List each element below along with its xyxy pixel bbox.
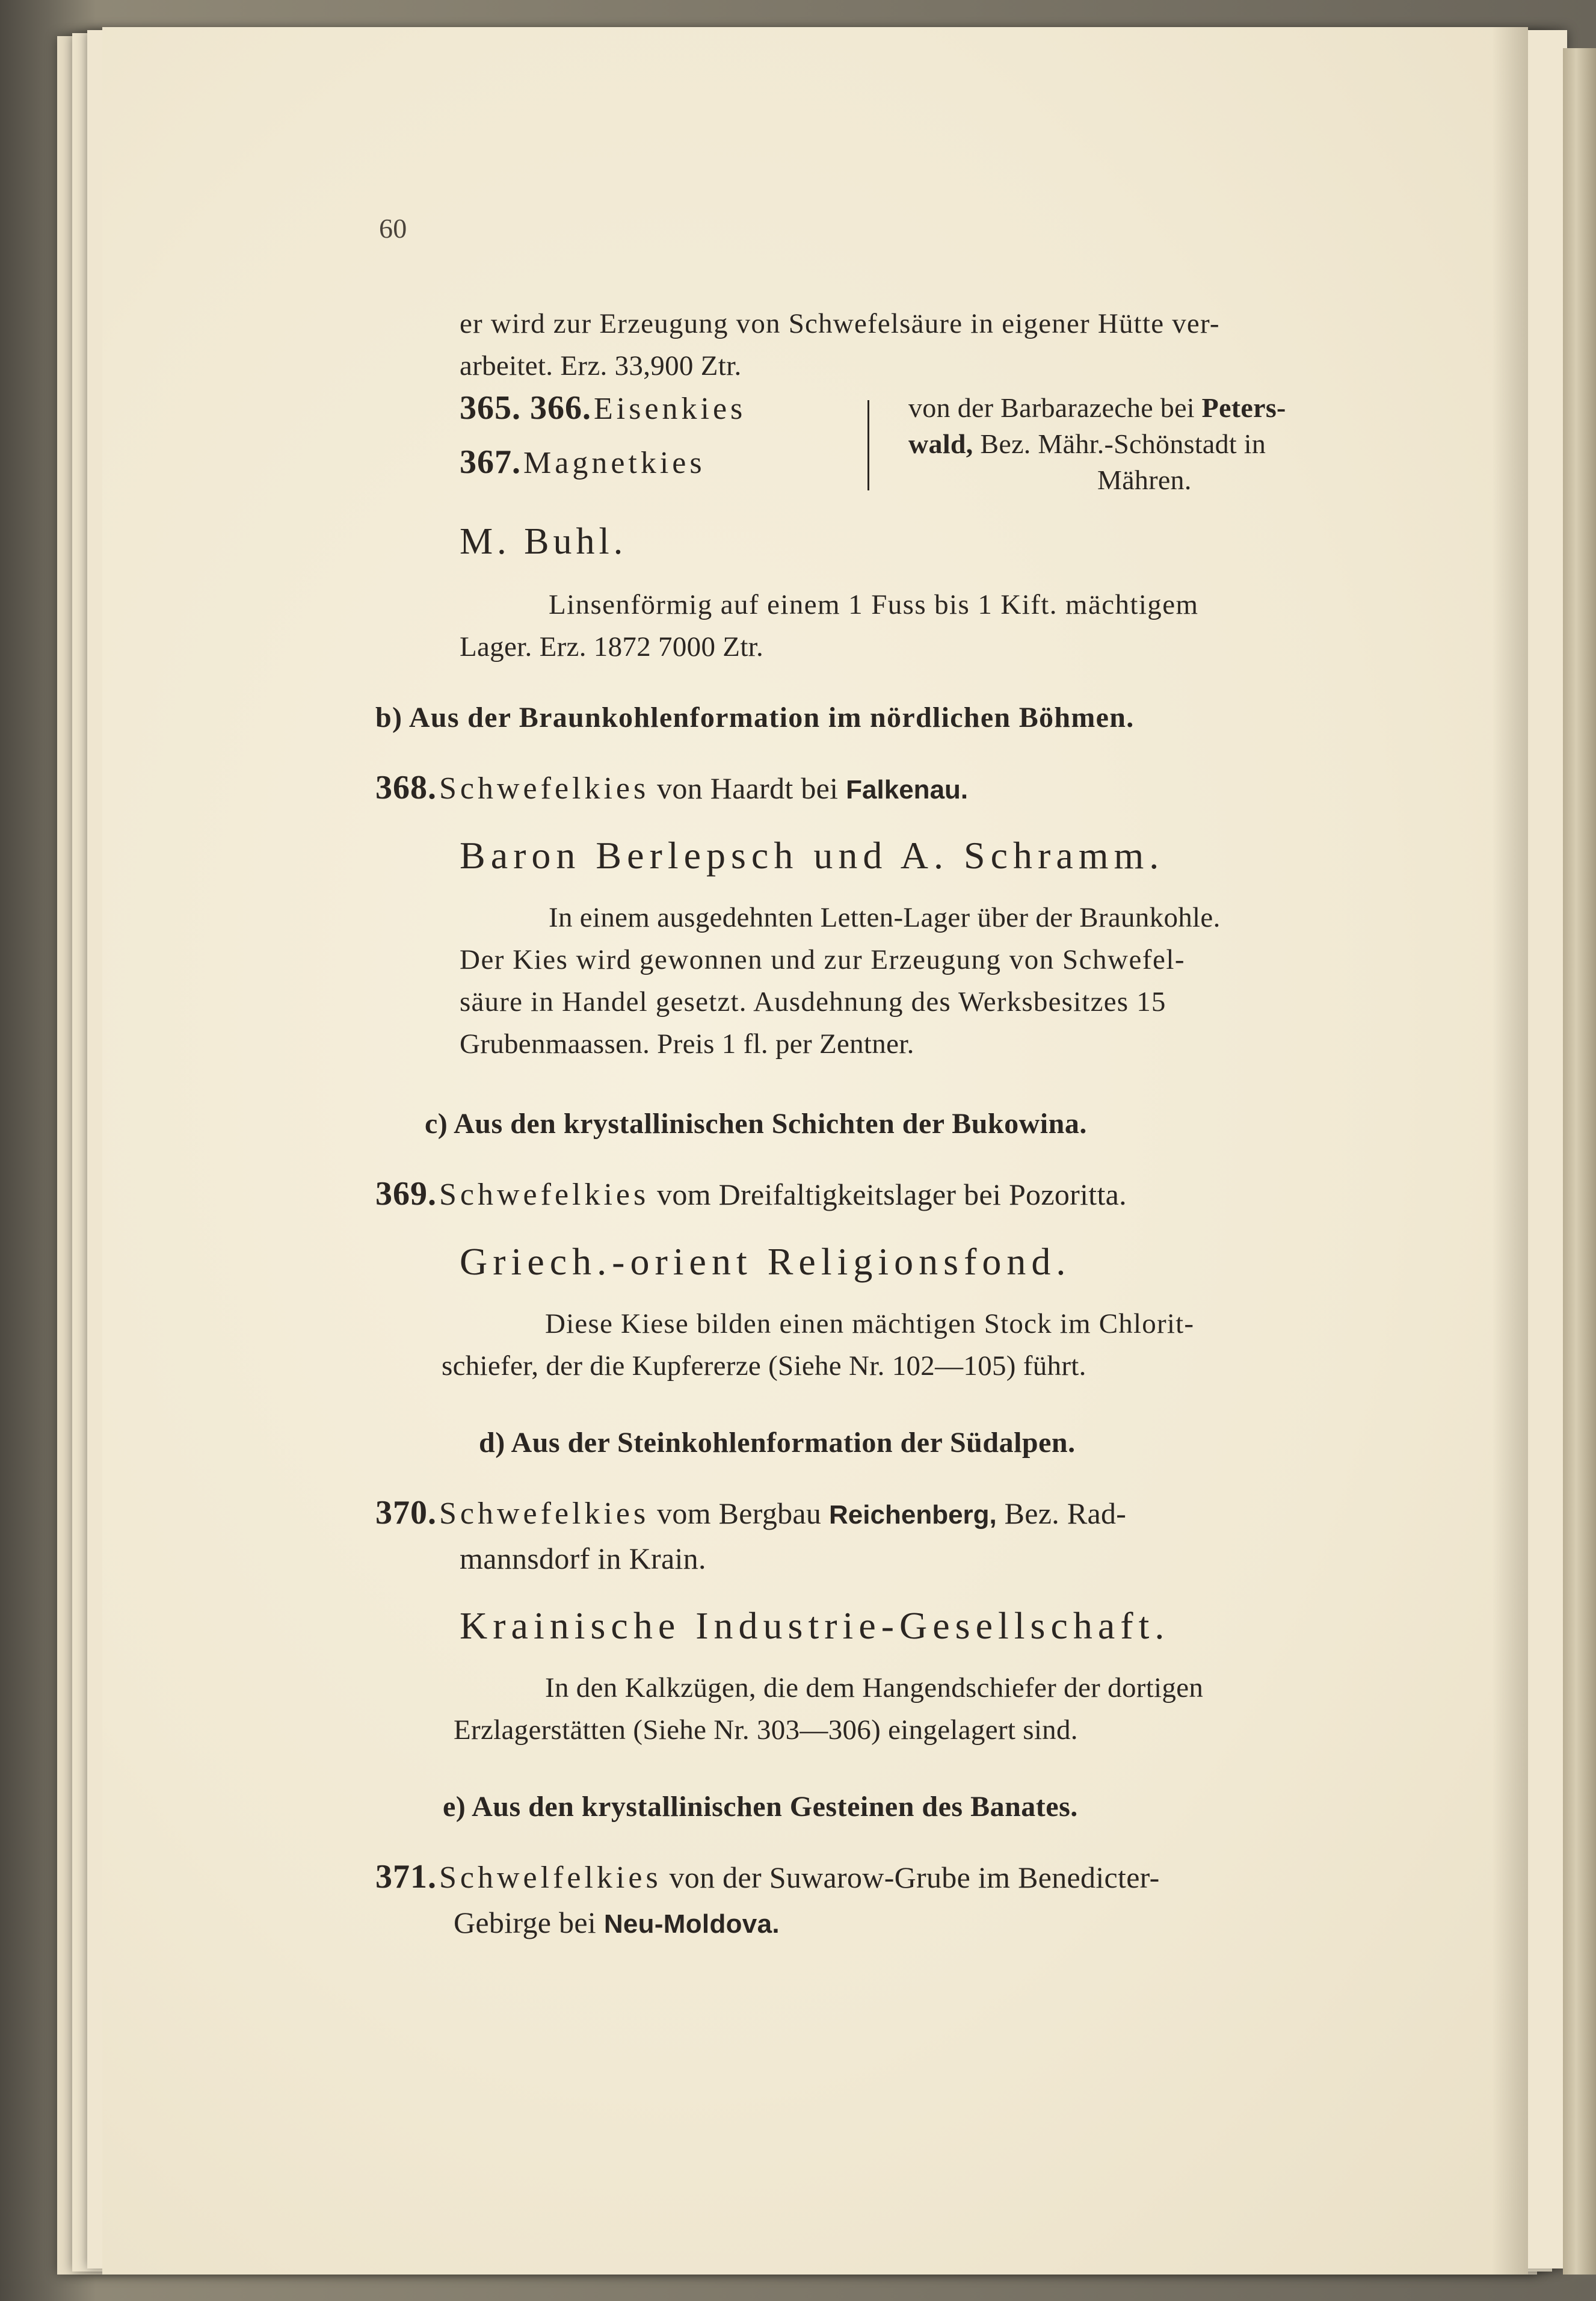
buhl-desc-1: Linsenförmig auf einem 1 Fuss bis 1 Kift. mächtigem [549,589,1199,620]
entry-371-location: von der Suwarow-Grube im Benedicter- [661,1861,1160,1894]
entry-371-line [375,1856,1160,1899]
entry-365-location-b: Peters- [1201,392,1286,423]
entry-365-location-line-3: Mähren. [1097,465,1192,495]
entry-368-name: Schwefelkies [439,771,650,806]
griech-desc-2: schiefer, der die Kupfererze (Siehe Nr. 102—105) führt. [442,1350,1086,1382]
entry-369-line [375,1173,1127,1216]
intro-line-1: er wird zur Erzeugung von Schwefelsäure in eigener Hütte ver- [460,308,1220,339]
entry-367-name: Magnetkies [523,446,706,480]
entry-368-location: von Haardt bei [649,771,846,805]
entry-365-numbers: 365. 366. [460,389,591,427]
berlepsch-desc-4: Grubenmaassen. Preis 1 fl. per Zentner. [460,1028,914,1060]
entry-365-location-a: von der Barbarazeche bei [908,392,1202,423]
entry-370-location-end: Bez. Rad- [996,1496,1127,1530]
berlepsch-desc-3: säure in Handel gesetzt. Ausdehnung des Werksbesitzes 15 [460,986,1166,1018]
intro-line-2: arbeitet. Erz. 33,900 Ztr. [460,350,742,381]
griech-desc-1: Diese Kiese bilden einen mächtigen Stock im Chlorit- [545,1308,1195,1339]
entry-371-number: 371. [375,1858,437,1895]
entry-367-line [460,442,706,484]
entry-371-location-place: Neu-Moldova. [603,1909,780,1939]
entry-368-line [375,767,968,810]
section-e-heading: e) Aus den krystallinischen Gesteinen des Banates. [443,1791,1078,1823]
entry-369-name: Schwefelkies [439,1178,650,1212]
entry-367-number: 367. [460,443,521,481]
entry-370-location-place: Reichenberg, [829,1500,997,1530]
krain-desc-1: In den Kalkzügen, die dem Hangendschiefer der dortigen [545,1672,1204,1703]
berlepsch-desc-1: In einem ausgedehnten Letten-Lager über der Braunkohle. [549,902,1221,933]
section-d-heading: d) Aus der Steinkohlenformation der Südalpen. [479,1427,1076,1459]
entry-371-location-line-2 [454,1901,780,1945]
owner-buhl: M. Buhl. [460,521,627,562]
entry-369-location: vom Dreifaltigkeitslager bei Pozoritta. [649,1178,1127,1211]
entry-370-line [375,1492,1126,1535]
entry-368-location-place: Falkenau. [846,775,969,805]
berlepsch-desc-2: Der Kies wird gewonnen und zur Erzeugung von Schwefel- [460,944,1186,975]
buhl-desc-2: Lager. Erz. 1872 7000 Ztr. [460,631,764,663]
owner-krain: Krainische Industrie-Gesellschaft. [460,1604,1170,1647]
krain-desc-2: Erzlagerstätten (Siehe Nr. 303—306) eingelagert sind. [454,1714,1078,1746]
page-fold-shadow [1492,27,1528,2275]
entry-370-number: 370. [375,1494,437,1531]
entry-371-location-a: Gebirge bei [454,1906,604,1939]
owner-griech: Griech.-orient Religionsfond. [460,1240,1071,1283]
entry-365-location-line-2 [908,423,1266,465]
page-number: 60 [379,213,407,244]
entry-371-name: Schwelfelkies [439,1861,662,1895]
section-b-heading: b) Aus der Braunkohlenformation im nördlichen Böhmen. [375,702,1135,734]
entry-368-number: 368. [375,769,437,806]
entry-365-location-d: Bez. Mähr.-Schönstadt in [973,428,1266,459]
entry-370-location-line-2: mannsdorf in Krain. [460,1542,706,1575]
entry-365-line [460,388,746,430]
entry-365-brace [867,400,875,490]
entry-370-name: Schwefelkies [439,1496,650,1531]
right-page-edge [1563,48,1596,2275]
entry-370-location: vom Bergbau [649,1496,830,1530]
section-c-heading: c) Aus den krystallinischen Schichten der Bukowina. [425,1108,1087,1140]
entry-369-number: 369. [375,1175,437,1212]
book-page [102,27,1528,2275]
entry-365-name: Eisenkies [594,392,747,426]
entry-365-location-c: wald, [908,428,973,459]
owner-berlepsch: Baron Berlepsch und A. Schramm. [460,834,1165,877]
